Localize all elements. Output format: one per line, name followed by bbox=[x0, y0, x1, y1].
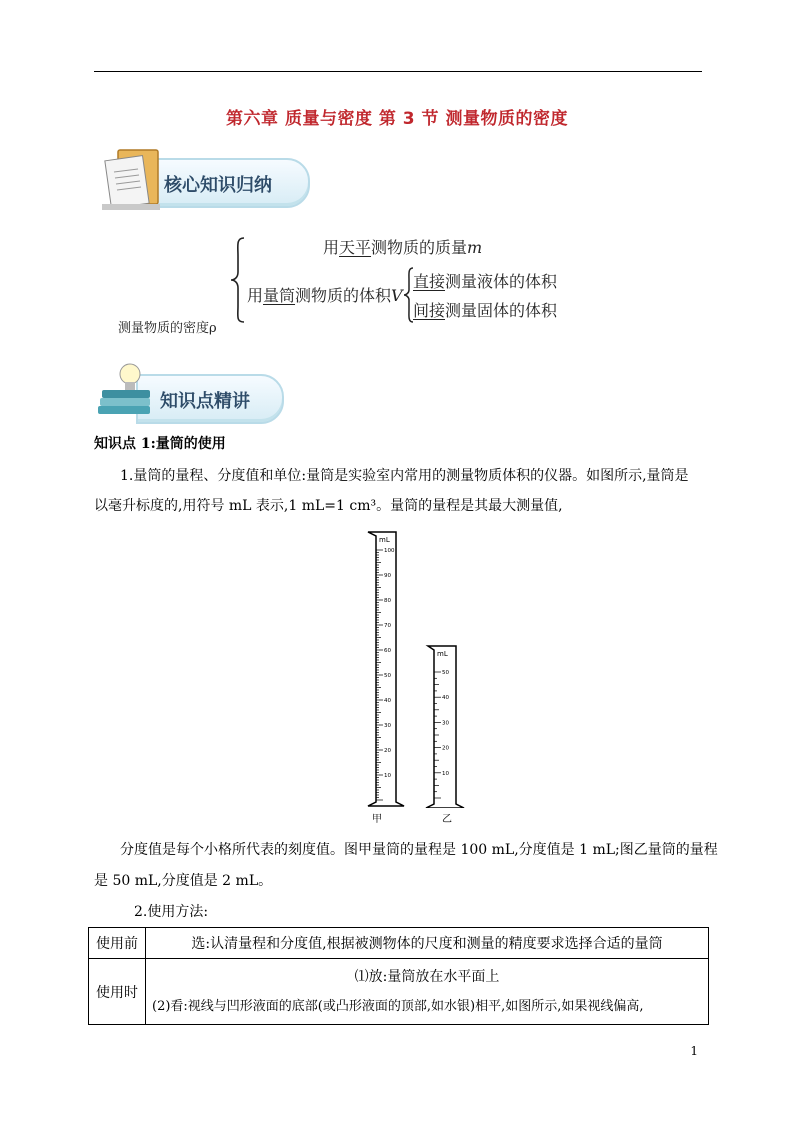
volume-symbol: V bbox=[391, 286, 403, 305]
page-number: 1 bbox=[690, 1044, 698, 1058]
graduation-label: 40 bbox=[384, 698, 391, 704]
usage-table bbox=[88, 927, 709, 1025]
cylinder-b-unit: mL bbox=[437, 650, 448, 658]
banner-label: 核心知识归纳 bbox=[164, 175, 272, 196]
table-row bbox=[89, 928, 709, 959]
graduation-label: 80 bbox=[384, 598, 391, 604]
cylinder-figure bbox=[360, 528, 470, 828]
row-label: 使用前 bbox=[89, 928, 146, 959]
graduation-label: 50 bbox=[442, 670, 449, 676]
method-heading: 2.使用方法: bbox=[134, 904, 209, 920]
page-title: 第六章 质量与密度 第 3 节 测量物质的密度 bbox=[226, 109, 568, 129]
branch-mass-post: 测物质的质量 bbox=[371, 238, 468, 257]
graduation-label: 30 bbox=[442, 720, 449, 727]
sub-liquid-method: 直接 bbox=[413, 272, 446, 291]
row-label: 使用时 bbox=[89, 959, 146, 1025]
paragraph-2-line-1: 分度值是每个小格所代表的刻度值。图甲量筒的量程是 100 mL,分度值是 1 mL;图乙量筒的量程 bbox=[120, 842, 718, 858]
branch-volume bbox=[247, 283, 403, 306]
cylinder-b-caption: 乙 bbox=[442, 814, 452, 825]
branch-mass-tool: 天平 bbox=[339, 238, 372, 257]
paragraph-2-line-2: 是 50 mL,分度值是 2 mL。 bbox=[94, 873, 273, 889]
graduation-label: 40 bbox=[442, 695, 449, 702]
lightbulb-books-icon bbox=[96, 360, 160, 424]
concept-root: 测量物质的密度ρ bbox=[118, 321, 217, 336]
mass-symbol: m bbox=[467, 238, 483, 257]
sub-solid bbox=[413, 298, 557, 321]
branch-volume-tool: 量筒 bbox=[263, 286, 296, 305]
table-row bbox=[89, 959, 709, 1025]
graduation-label: 90 bbox=[384, 573, 391, 579]
section-heading: 知识点 1:量筒的使用 bbox=[94, 436, 226, 452]
knowledge-points-banner bbox=[96, 360, 288, 424]
cylinder-b bbox=[424, 644, 470, 808]
graduation-label: 70 bbox=[384, 623, 391, 629]
paragraph-1-line-2: 以毫升标度的,用符号 mL 表示,1 mL=1 cm³。量筒的量程是其最大测量值, bbox=[94, 498, 563, 514]
row-line: ⑴放:量筒放在水平面上 bbox=[354, 968, 500, 985]
paragraph-1-line-1: 1.量筒的量程、分度值和单位:量筒是实验室内常用的测量物质体积的仪器。如图所示,量筒是 bbox=[120, 468, 689, 484]
graduation-label: 10 bbox=[442, 770, 449, 777]
graduation-label: 30 bbox=[384, 723, 391, 729]
branch-volume-pre: 用 bbox=[247, 286, 264, 305]
row-content bbox=[146, 959, 709, 1025]
graduation-label: 50 bbox=[384, 673, 391, 679]
branch-mass-pre: 用 bbox=[323, 238, 340, 257]
sub-solid-method: 间接 bbox=[413, 301, 446, 320]
graduation-label: 60 bbox=[384, 648, 391, 654]
graduation-label: 100 bbox=[384, 548, 395, 554]
sub-solid-text: 测量固体的体积 bbox=[445, 301, 558, 320]
graduation-label: 10 bbox=[384, 773, 391, 779]
sub-liquid-text: 测量液体的体积 bbox=[445, 272, 558, 291]
cylinder-a-unit: mL bbox=[379, 536, 390, 544]
branch-mass bbox=[323, 235, 482, 258]
concept-map bbox=[0, 0, 794, 340]
row-content: 选:认清量程和分度值,根据被测物体的尺度和测量的精度要求选择合适的量筒 bbox=[146, 928, 709, 959]
branch-volume-post: 测物质的体积 bbox=[295, 286, 392, 305]
sub-liquid bbox=[413, 269, 557, 292]
row-line: (2)看:视线与凹形液面的底部(或凸形液面的顶部,如水银)相平,如图所示,如果视线偏高, bbox=[152, 998, 644, 1014]
cylinder-a-caption: 甲 bbox=[372, 814, 382, 825]
graduation-label: 20 bbox=[442, 745, 449, 752]
graduation-label: 20 bbox=[384, 748, 391, 754]
banner-label: 知识点精讲 bbox=[160, 391, 250, 412]
cylinder-a bbox=[360, 528, 420, 828]
left-brace-icon bbox=[230, 236, 246, 324]
